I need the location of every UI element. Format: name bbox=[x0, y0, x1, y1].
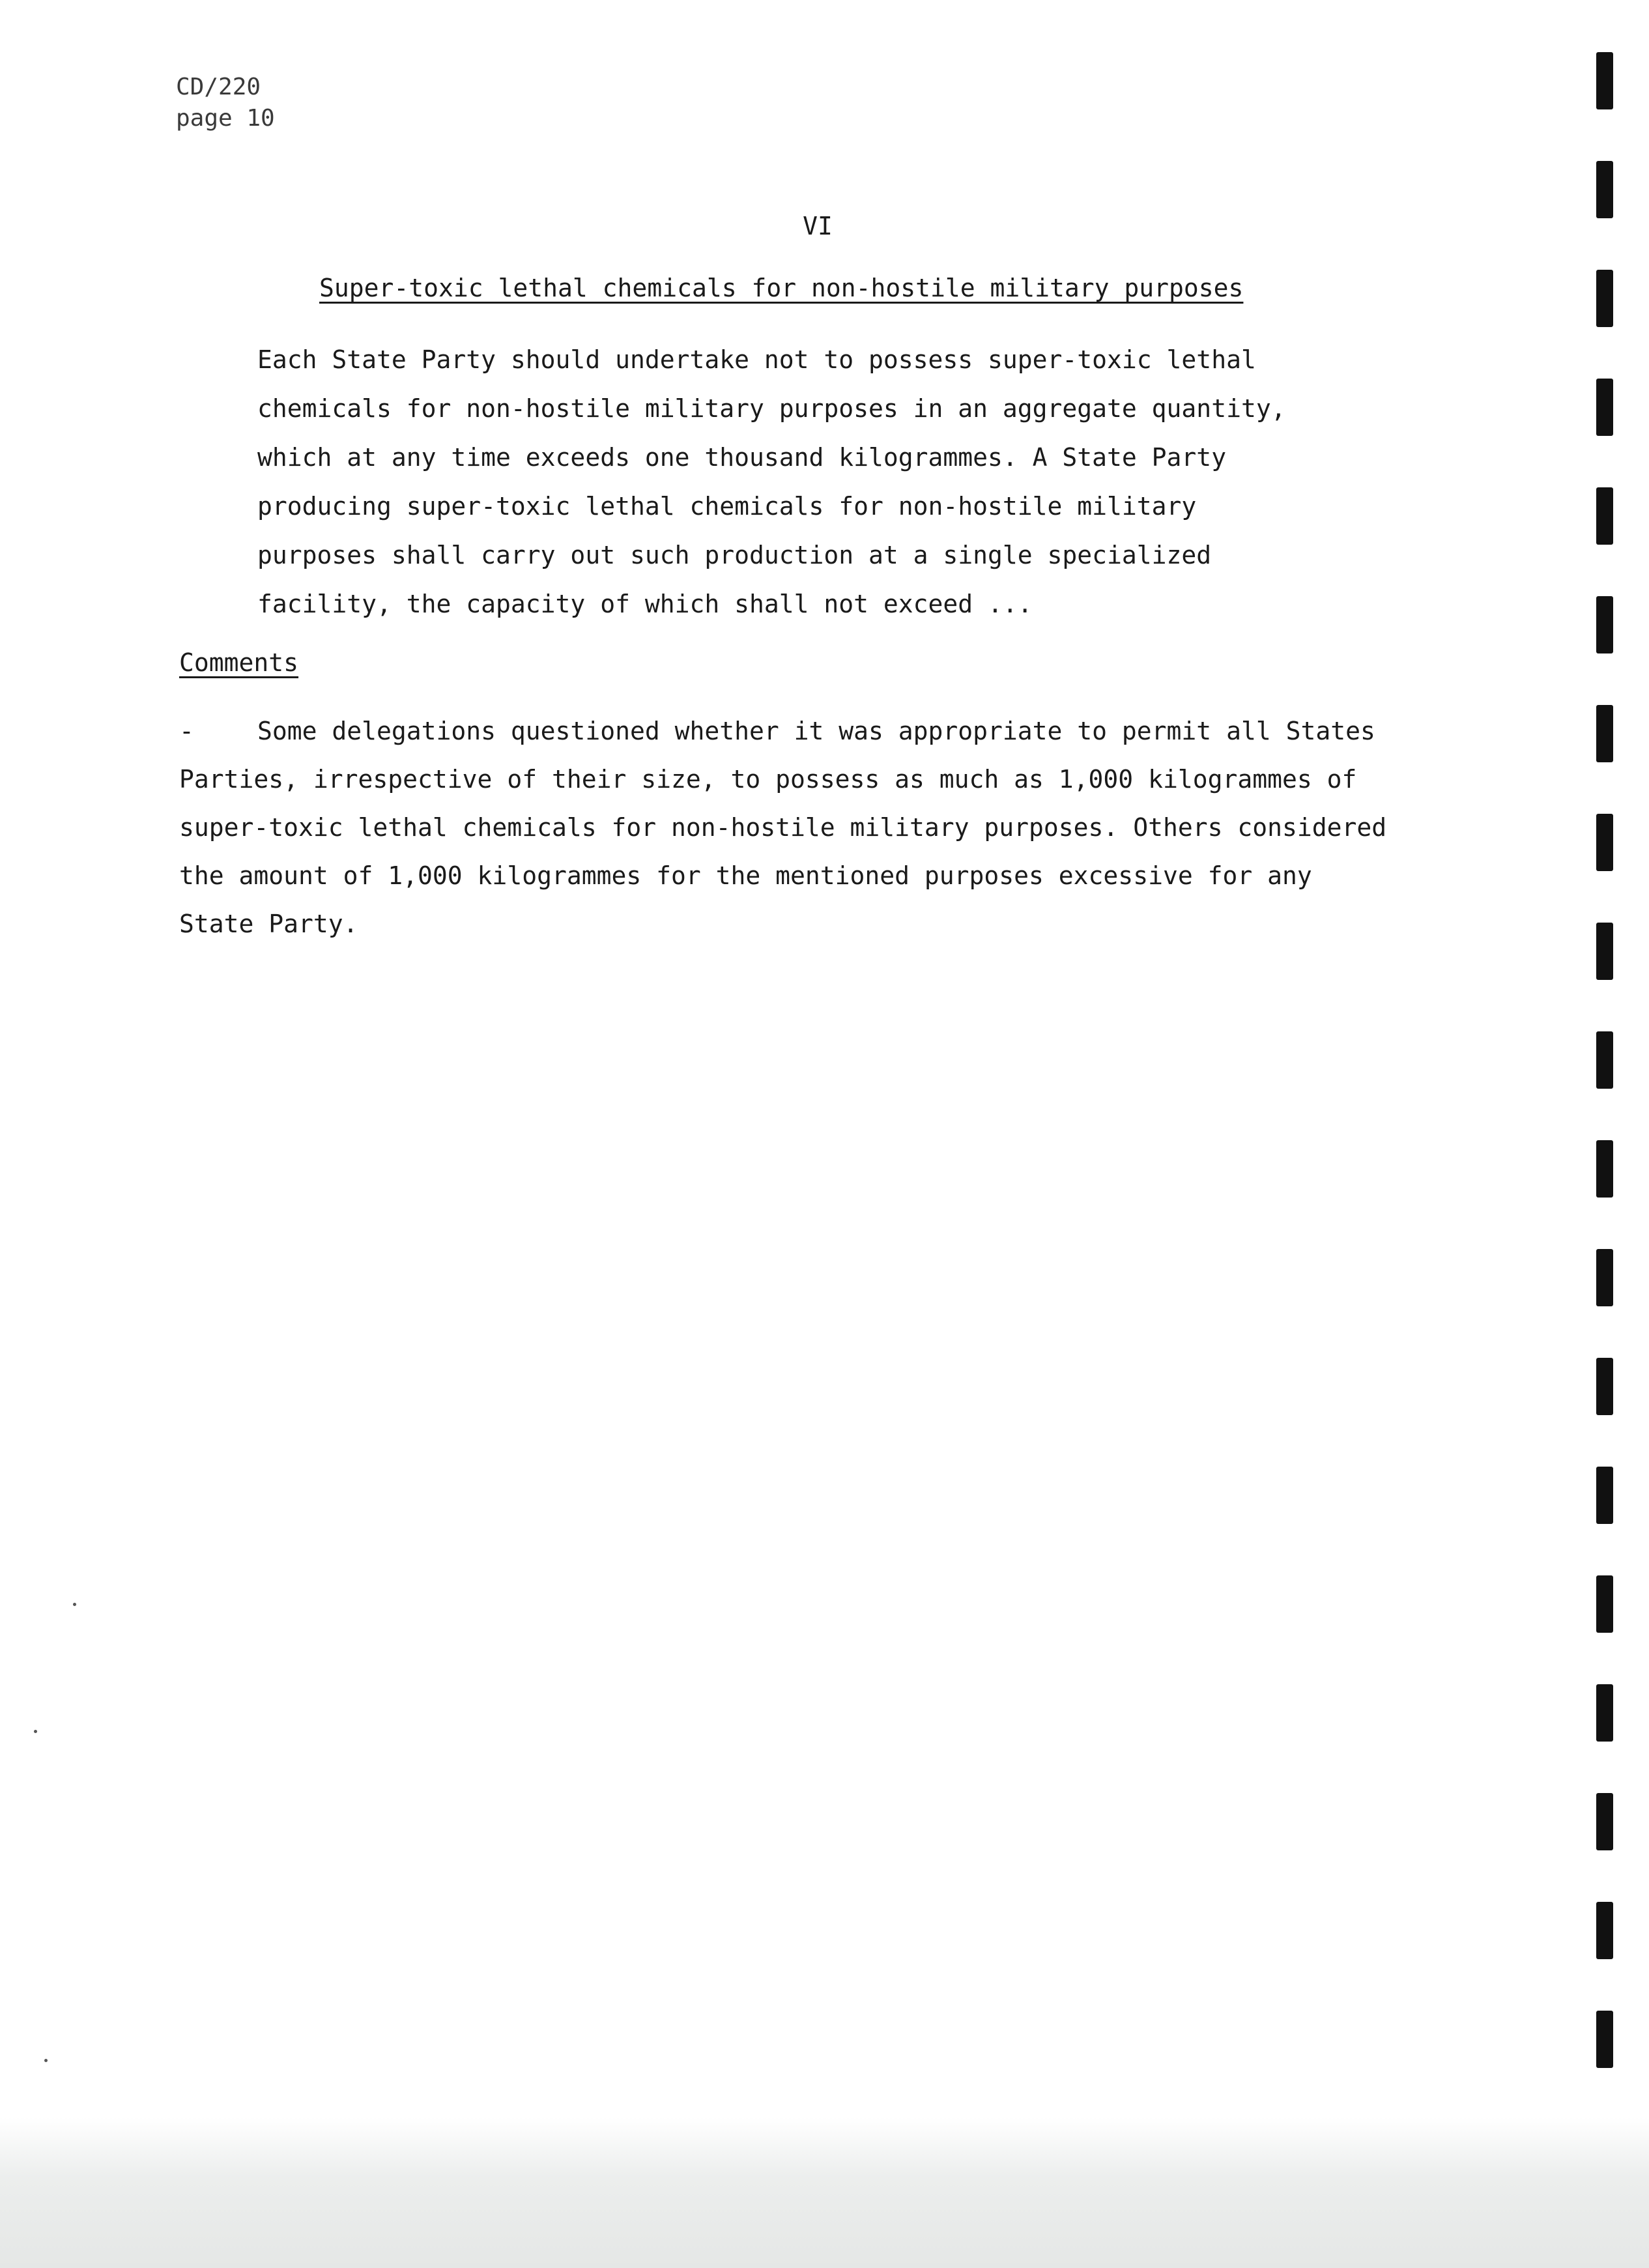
binding-marks bbox=[1596, 52, 1622, 2104]
binding-mark bbox=[1596, 1249, 1613, 1306]
comment-paragraph bbox=[179, 707, 1386, 948]
binding-mark bbox=[1596, 487, 1613, 545]
binding-mark bbox=[1596, 1358, 1613, 1415]
scan-speck bbox=[44, 2059, 48, 2062]
draft-line: facility, the capacity of which shall not exceed ... bbox=[257, 590, 1033, 618]
comment-line-text: Some delegations questioned whether it was appropriate to permit all States bbox=[257, 717, 1375, 745]
scan-speck bbox=[34, 1730, 37, 1733]
comment-line: super-toxic lethal chemicals for non-hostile military purposes. Others considered bbox=[179, 813, 1387, 842]
binding-mark bbox=[1596, 1684, 1613, 1742]
scan-shadow bbox=[0, 2117, 1649, 2268]
binding-mark bbox=[1596, 705, 1613, 762]
binding-mark bbox=[1596, 161, 1613, 218]
binding-mark bbox=[1596, 2011, 1613, 2068]
binding-mark bbox=[1596, 52, 1613, 109]
draft-line: which at any time exceeds one thousand kilogrammes. A State Party bbox=[257, 443, 1227, 472]
draft-line: chemicals for non-hostile military purposes in an aggregate quantity, bbox=[257, 394, 1286, 423]
binding-mark bbox=[1596, 923, 1613, 980]
comments-heading: Comments bbox=[179, 648, 299, 677]
binding-mark bbox=[1596, 1467, 1613, 1524]
section-title: Super-toxic lethal chemicals for non-hostile military purposes bbox=[319, 274, 1244, 302]
draft-line: producing super-toxic lethal chemicals for non-hostile military bbox=[257, 492, 1197, 521]
bullet-dash: - bbox=[179, 717, 194, 745]
binding-mark bbox=[1596, 1902, 1613, 1959]
binding-mark bbox=[1596, 379, 1613, 436]
comment-line: Parties, irrespective of their size, to possess as much as 1,000 kilogrammes of bbox=[179, 765, 1357, 794]
comment-line: the amount of 1,000 kilogrammes for the mentioned purposes excessive for any bbox=[179, 861, 1312, 890]
draft-provision bbox=[257, 336, 1286, 629]
comment-line: State Party. bbox=[179, 910, 358, 938]
draft-line: purposes shall carry out such production at a single specialized bbox=[257, 541, 1212, 569]
binding-mark bbox=[1596, 1031, 1613, 1089]
binding-mark bbox=[1596, 1575, 1613, 1633]
binding-mark bbox=[1596, 1140, 1613, 1198]
section-number: VI bbox=[803, 212, 833, 240]
document-reference bbox=[176, 72, 275, 134]
binding-mark bbox=[1596, 270, 1613, 327]
comment-line bbox=[179, 707, 1386, 755]
binding-mark bbox=[1596, 814, 1613, 871]
page-number: page 10 bbox=[176, 105, 275, 132]
draft-line: Each State Party should undertake not to possess super-toxic lethal bbox=[257, 345, 1256, 374]
binding-mark bbox=[1596, 596, 1613, 653]
scan-speck bbox=[73, 1603, 76, 1606]
binding-mark bbox=[1596, 1793, 1613, 1850]
document-code: CD/220 bbox=[176, 74, 261, 100]
